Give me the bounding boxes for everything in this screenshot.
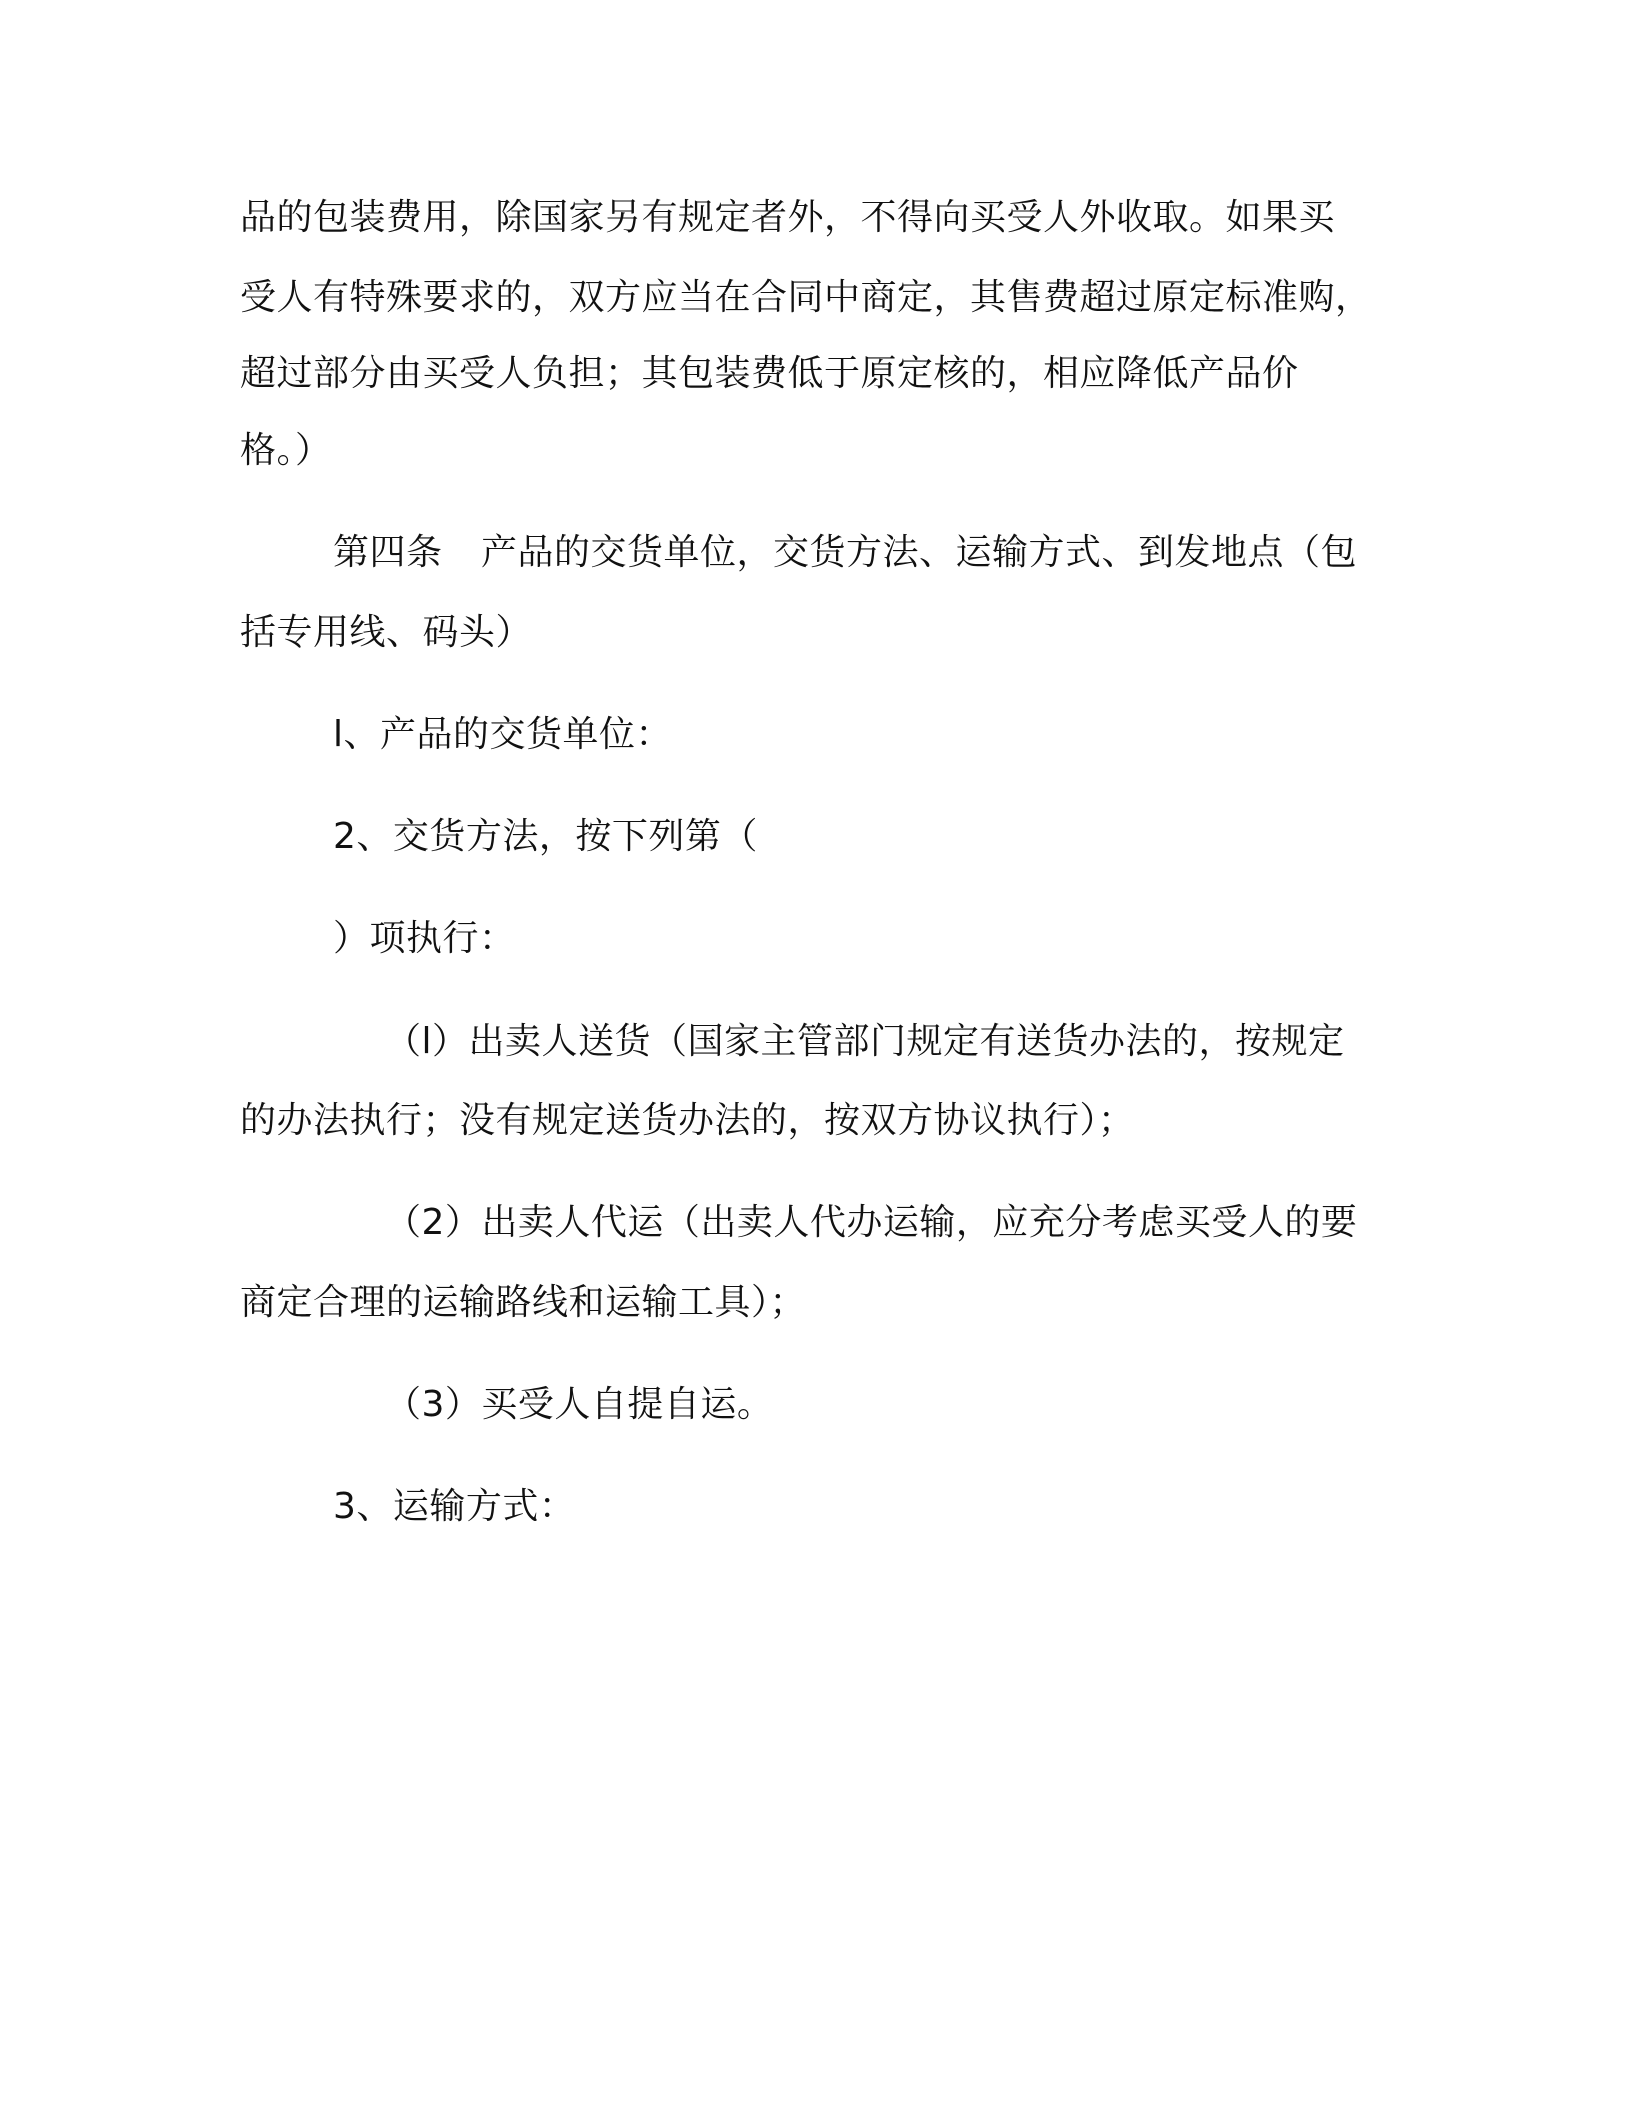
paragraph-line: 品的包装费用，除国家另有规定者外，不得向买受人外收取。如果买 [240, 197, 1336, 238]
article-heading-continued: 括专用线、码头） [240, 612, 533, 653]
sub-list-item-continued: 的办法执行；没有规定送货办法的，按双方协议执行）； [240, 1100, 1135, 1141]
list-item: 2、交货方法，按下列第（ [333, 816, 758, 857]
paragraph-line: 受人有特殊要求的，双方应当在合同中商定，其售费超过原定标准购， [240, 277, 1372, 318]
sub-list-item: （2）出卖人代运（出卖人代办运输，应充分考虑买受人的要 [385, 1202, 1358, 1243]
list-item-continued: ）项执行： [333, 918, 516, 959]
article-heading: 产品的交货单位，交货方法、运输方式、到发地点（包 [481, 532, 1358, 573]
list-item: 3、运输方式： [333, 1486, 576, 1527]
list-item: l、产品的交货单位： [333, 714, 673, 755]
paragraph-line: 格。） [240, 430, 332, 471]
sub-list-item: （3）买受人自提自运。 [385, 1384, 774, 1425]
sub-list-item: （l）出卖人送货（国家主管部门规定有送货办法的，按规定 [385, 1021, 1345, 1062]
article-number: 第四条 [333, 532, 443, 573]
sub-list-item-continued: 商定合理的运输路线和运输工具）； [240, 1282, 807, 1323]
paragraph-line: 超过部分由买受人负担；其包装费低于原定核的，相应降低产品价 [240, 353, 1299, 394]
